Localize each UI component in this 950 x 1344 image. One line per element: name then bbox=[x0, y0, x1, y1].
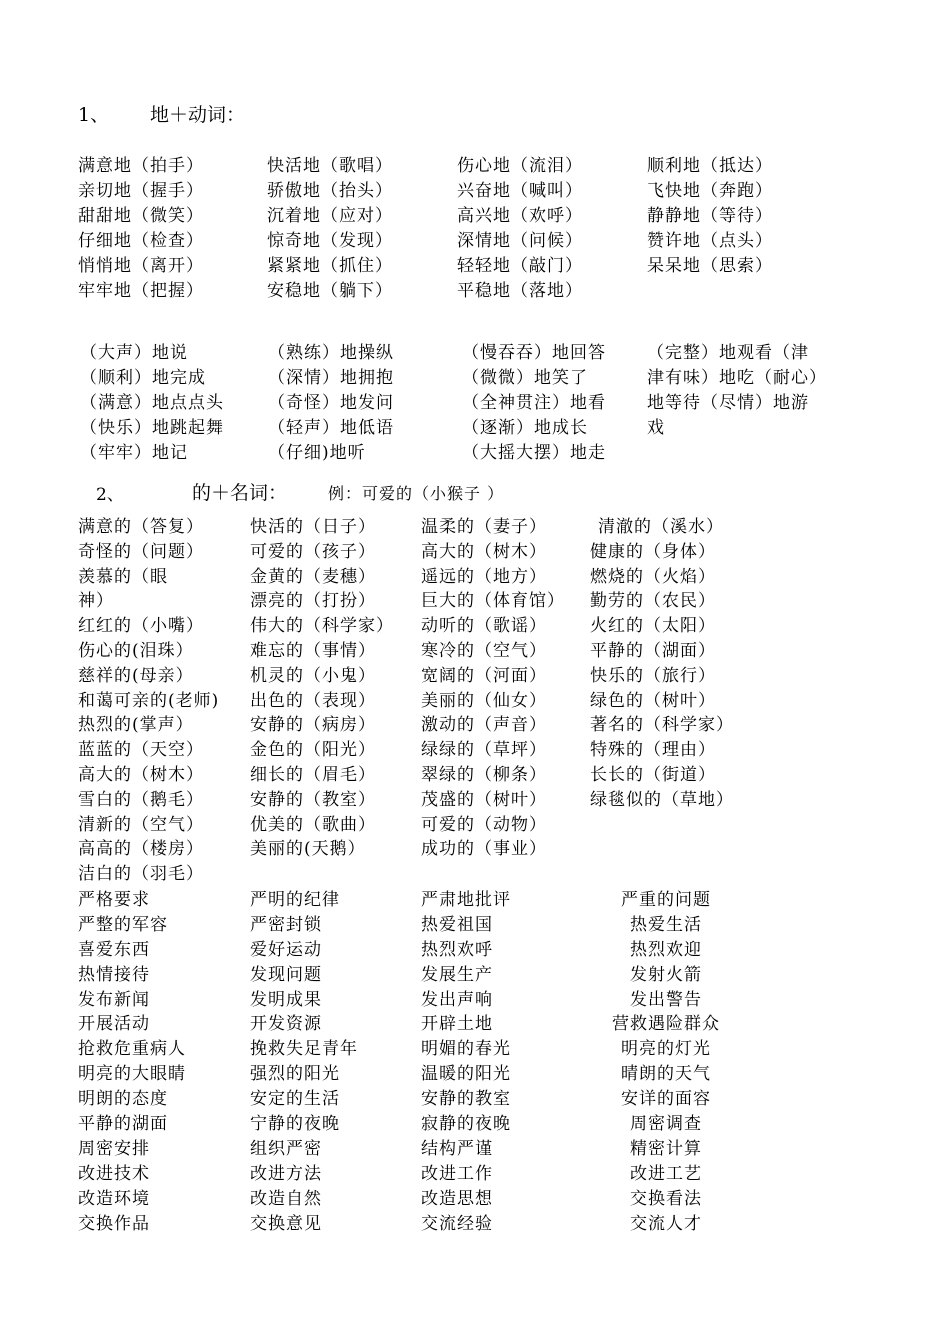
list-item: 改进工艺 bbox=[630, 1163, 702, 1184]
list-item: （微微）地笑了 bbox=[462, 368, 588, 388]
list-item: （完整）地观看（津 bbox=[647, 343, 809, 363]
list-item: 改造思想 bbox=[421, 1188, 493, 1209]
s1-column-1 bbox=[78, 154, 204, 304]
list-item: 改造环境 bbox=[78, 1188, 150, 1209]
list-item: 周密安排 bbox=[78, 1138, 150, 1159]
list-item: 紧紧地（抓住） bbox=[267, 256, 393, 276]
s1b-column-2 bbox=[268, 341, 394, 466]
list-item: 严重的问题 bbox=[621, 890, 711, 910]
list-item: 难忘的（事情） bbox=[250, 640, 376, 661]
list-item: 平静的湖面 bbox=[78, 1114, 168, 1135]
list-item: 长长的（街道） bbox=[590, 764, 716, 785]
list-item: 牢牢地（把握） bbox=[78, 281, 204, 301]
list-item: 快活地（歌唱） bbox=[267, 156, 393, 176]
list-item: 美丽的(天鹅） bbox=[250, 839, 366, 860]
list-item: 绿毯似的（草地） bbox=[590, 789, 734, 810]
list-item: 明亮的灯光 bbox=[621, 1039, 711, 1060]
list-item: 严密封锁 bbox=[250, 914, 322, 935]
s2-column-3 bbox=[421, 515, 565, 862]
list-item: （逐渐）地成长 bbox=[462, 418, 588, 438]
list-item: 严格要求 bbox=[78, 890, 150, 910]
list-item: 快乐的（旅行） bbox=[590, 665, 716, 686]
list-item: 清新的（空气） bbox=[78, 814, 204, 835]
list-item: 羡慕的（眼 bbox=[78, 566, 168, 587]
list-item: 悄悄地（离开） bbox=[78, 256, 204, 276]
list-item: （全神贯注）地看 bbox=[462, 393, 606, 413]
list-item: 甜甜地（微笑） bbox=[78, 206, 204, 226]
list-item: 营救遇险群众 bbox=[612, 1014, 720, 1035]
list-item: 发出声响 bbox=[421, 989, 493, 1010]
list-item: 翠绿的（柳条） bbox=[421, 764, 547, 785]
list-item: 抢救危重病人 bbox=[78, 1039, 186, 1060]
list-item: 热烈欢迎 bbox=[630, 939, 702, 960]
s2-column-2 bbox=[250, 515, 394, 862]
list-item: 发出警告 bbox=[630, 989, 702, 1010]
list-item: 可爱的（孩子） bbox=[250, 541, 376, 562]
list-item: 宁静的夜晚 bbox=[250, 1114, 340, 1135]
list-item: （轻声）地低语 bbox=[268, 418, 394, 438]
list-item: 发射火箭 bbox=[630, 964, 702, 985]
list-item: 开展活动 bbox=[78, 1014, 150, 1035]
list-item: 快活的（日子） bbox=[250, 517, 376, 537]
section1-number: 1、 bbox=[78, 104, 110, 126]
list-item: 热爱祖国 bbox=[421, 914, 493, 935]
s2-column-1 bbox=[78, 515, 219, 887]
list-item: 满意地（拍手） bbox=[78, 156, 204, 176]
list-item: 寒冷的（空气） bbox=[421, 640, 547, 661]
s3-column-2 bbox=[250, 888, 358, 1236]
list-item: 严整的军容 bbox=[78, 914, 168, 935]
list-item: 热爱生活 bbox=[630, 914, 702, 935]
list-item: 温柔的（妻子） bbox=[421, 517, 547, 537]
list-item: 周密调查 bbox=[630, 1114, 702, 1135]
list-item: 金黄的（麦穗） bbox=[250, 566, 376, 587]
list-item: 发布新闻 bbox=[78, 989, 150, 1010]
s1b-column-3 bbox=[462, 341, 606, 466]
list-item: 火红的（太阳） bbox=[590, 616, 716, 637]
list-item: 飞快地（奔跑） bbox=[647, 181, 773, 201]
list-item: 顺利地（抵达） bbox=[647, 156, 773, 176]
list-item: 清澈的（溪水） bbox=[598, 517, 724, 537]
list-item: 晴朗的天气 bbox=[621, 1064, 711, 1085]
list-item: 美丽的（仙女） bbox=[421, 690, 547, 711]
list-item: （深情）地拥抱 bbox=[268, 368, 394, 388]
list-item: 安定的生活 bbox=[250, 1089, 340, 1110]
list-item: 绿绿的（草坪） bbox=[421, 740, 547, 761]
list-item: 漂亮的（打扮） bbox=[250, 591, 376, 612]
list-item: 深情地（问候） bbox=[457, 231, 583, 251]
list-item: 伤心的(泪珠） bbox=[78, 640, 194, 661]
list-item: 可爱的（动物） bbox=[421, 814, 547, 835]
list-item: 慈祥的(母亲） bbox=[78, 665, 194, 686]
list-item: 成功的（事业） bbox=[421, 839, 547, 860]
list-item: （大摇大摆）地走 bbox=[462, 443, 606, 463]
list-item: 金色的（阳光） bbox=[250, 740, 376, 761]
section2-number: 2、 bbox=[96, 485, 124, 505]
list-item: 强烈的阳光 bbox=[250, 1064, 340, 1085]
list-item: （牢牢）地记 bbox=[80, 443, 188, 463]
list-item: 红红的（小嘴） bbox=[78, 616, 204, 637]
list-item: 发现问题 bbox=[250, 964, 322, 985]
list-item: 明媚的春光 bbox=[421, 1039, 511, 1060]
list-item: 寂静的夜晚 bbox=[421, 1114, 511, 1135]
list-item: （熟练）地操纵 bbox=[268, 343, 394, 363]
list-item: 安稳地（躺下） bbox=[267, 281, 393, 301]
list-item: 伤心地（流泪） bbox=[457, 156, 583, 176]
list-item: 优美的（歌曲） bbox=[250, 814, 376, 835]
list-item: 骄傲地（抬头） bbox=[267, 181, 393, 201]
list-item: 和蔼可亲的(老师) bbox=[78, 690, 220, 711]
list-item: （满意）地点点头 bbox=[80, 393, 224, 413]
list-item: 奇怪的（问题） bbox=[78, 541, 204, 562]
list-item: 雪白的（鹅毛） bbox=[78, 789, 204, 810]
list-item: （慢吞吞）地回答 bbox=[462, 343, 606, 363]
list-item: 洁白的（羽毛） bbox=[78, 864, 204, 885]
list-item: 仔细地（检查） bbox=[78, 231, 204, 251]
list-item: 温暖的阳光 bbox=[421, 1064, 511, 1085]
list-item: 兴奋地（喊叫） bbox=[457, 181, 583, 201]
list-item: 轻轻地（敲门） bbox=[457, 256, 583, 276]
list-item: 热烈的(掌声） bbox=[78, 715, 194, 736]
list-item: 赞许地（点头） bbox=[647, 231, 773, 251]
section2-example: 例：可爱的（小猴子 ） bbox=[328, 484, 505, 503]
list-item: 出色的（表现） bbox=[250, 690, 376, 711]
list-item: 挽救失足青年 bbox=[250, 1039, 358, 1060]
list-item: 津有味）地吃（耐心） bbox=[647, 368, 827, 388]
list-item: 特殊的（理由） bbox=[590, 740, 716, 761]
list-item: 喜爱东西 bbox=[78, 939, 150, 960]
list-item: 神） bbox=[78, 591, 114, 612]
s1b-column-1 bbox=[80, 341, 224, 466]
list-item: 严明的纪律 bbox=[250, 890, 340, 910]
list-item: （奇怪）地发问 bbox=[268, 393, 394, 413]
list-item: 严肃地批评 bbox=[421, 890, 511, 910]
list-item: 精密计算 bbox=[630, 1138, 702, 1159]
list-item: 亲切地（握手） bbox=[78, 181, 204, 201]
list-item: 改造自然 bbox=[250, 1188, 322, 1209]
list-item: 遥远的（地方） bbox=[421, 566, 547, 587]
list-item: 高大的（树木） bbox=[421, 541, 547, 562]
list-item: 热情接待 bbox=[78, 964, 150, 985]
s1-column-2 bbox=[267, 154, 393, 304]
list-item: 交换意见 bbox=[250, 1213, 322, 1234]
list-item: 勤劳的（农民） bbox=[590, 591, 716, 612]
list-item: （大声）地说 bbox=[80, 343, 188, 363]
s3-column-3 bbox=[421, 888, 511, 1236]
list-item: 交流经验 bbox=[421, 1213, 493, 1234]
list-item: 沉着地（应对） bbox=[267, 206, 393, 226]
list-item: 高高的（楼房） bbox=[78, 839, 204, 860]
list-item: 改进技术 bbox=[78, 1163, 150, 1184]
list-item: 静静地（等待） bbox=[647, 206, 773, 226]
section1-title: 地＋动词： bbox=[150, 104, 246, 126]
list-item: 高兴地（欢呼） bbox=[457, 206, 583, 226]
list-item: 伟大的（科学家） bbox=[250, 616, 394, 637]
list-item: 改进方法 bbox=[250, 1163, 322, 1184]
s3-column-1 bbox=[78, 888, 186, 1236]
list-item: 爱好运动 bbox=[250, 939, 322, 960]
list-item: 交流人才 bbox=[630, 1213, 702, 1234]
list-item: 绿色的（树叶） bbox=[590, 690, 716, 711]
list-item: （仔细)地听 bbox=[268, 443, 366, 463]
list-item: 交换作品 bbox=[78, 1213, 150, 1234]
list-item: （快乐）地跳起舞 bbox=[80, 418, 224, 438]
s1-column-3 bbox=[457, 154, 583, 304]
list-item: 动听的（歌谣） bbox=[421, 616, 547, 637]
list-item: 著名的（科学家） bbox=[590, 715, 734, 736]
s1-column-4 bbox=[647, 154, 773, 279]
list-item: 茂盛的（树叶） bbox=[421, 789, 547, 810]
list-item: 安静的（教室） bbox=[250, 789, 376, 810]
s2-column-4 bbox=[590, 515, 734, 813]
list-item: 安静的（病房） bbox=[250, 715, 376, 736]
list-item: 满意的（答复） bbox=[78, 517, 204, 537]
list-item: 结构严谨 bbox=[421, 1138, 493, 1159]
list-item: 高大的（树木） bbox=[78, 764, 204, 785]
list-item: 开辟土地 bbox=[421, 1014, 493, 1035]
list-item: 地等待（尽情）地游 bbox=[647, 393, 809, 413]
list-item: 戏 bbox=[647, 418, 665, 438]
list-item: 细长的（眉毛） bbox=[250, 764, 376, 785]
list-item: 蓝蓝的（天空） bbox=[78, 740, 204, 761]
s3-column-4 bbox=[604, 888, 728, 1236]
list-item: 平稳地（落地） bbox=[457, 281, 583, 301]
list-item: 开发资源 bbox=[250, 1014, 322, 1035]
section2-title: 的＋名词： bbox=[192, 482, 288, 504]
list-item: 改进工作 bbox=[421, 1163, 493, 1184]
list-item: 健康的（身体） bbox=[590, 541, 716, 562]
list-item: 明亮的大眼睛 bbox=[78, 1064, 186, 1085]
list-item: 安静的教室 bbox=[421, 1089, 511, 1110]
list-item: 发明成果 bbox=[250, 989, 322, 1010]
list-item: 安详的面容 bbox=[621, 1089, 711, 1110]
list-item: 明朗的态度 bbox=[78, 1089, 168, 1110]
list-item: 巨大的（体育馆） bbox=[421, 591, 565, 612]
s1b-column-4 bbox=[647, 341, 827, 441]
list-item: 惊奇地（发现） bbox=[267, 231, 393, 251]
list-item: 热烈欢呼 bbox=[421, 939, 493, 960]
list-item: 机灵的（小鬼） bbox=[250, 665, 376, 686]
list-item: （顺利）地完成 bbox=[80, 368, 206, 388]
list-item: 发展生产 bbox=[421, 964, 493, 985]
list-item: 交换看法 bbox=[630, 1188, 702, 1209]
list-item: 组织严密 bbox=[250, 1138, 322, 1159]
list-item: 平静的（湖面） bbox=[590, 640, 716, 661]
list-item: 激动的（声音） bbox=[421, 715, 547, 736]
list-item: 燃烧的（火焰） bbox=[590, 566, 716, 587]
list-item: 呆呆地（思索） bbox=[647, 256, 773, 276]
list-item: 宽阔的（河面） bbox=[421, 665, 547, 686]
